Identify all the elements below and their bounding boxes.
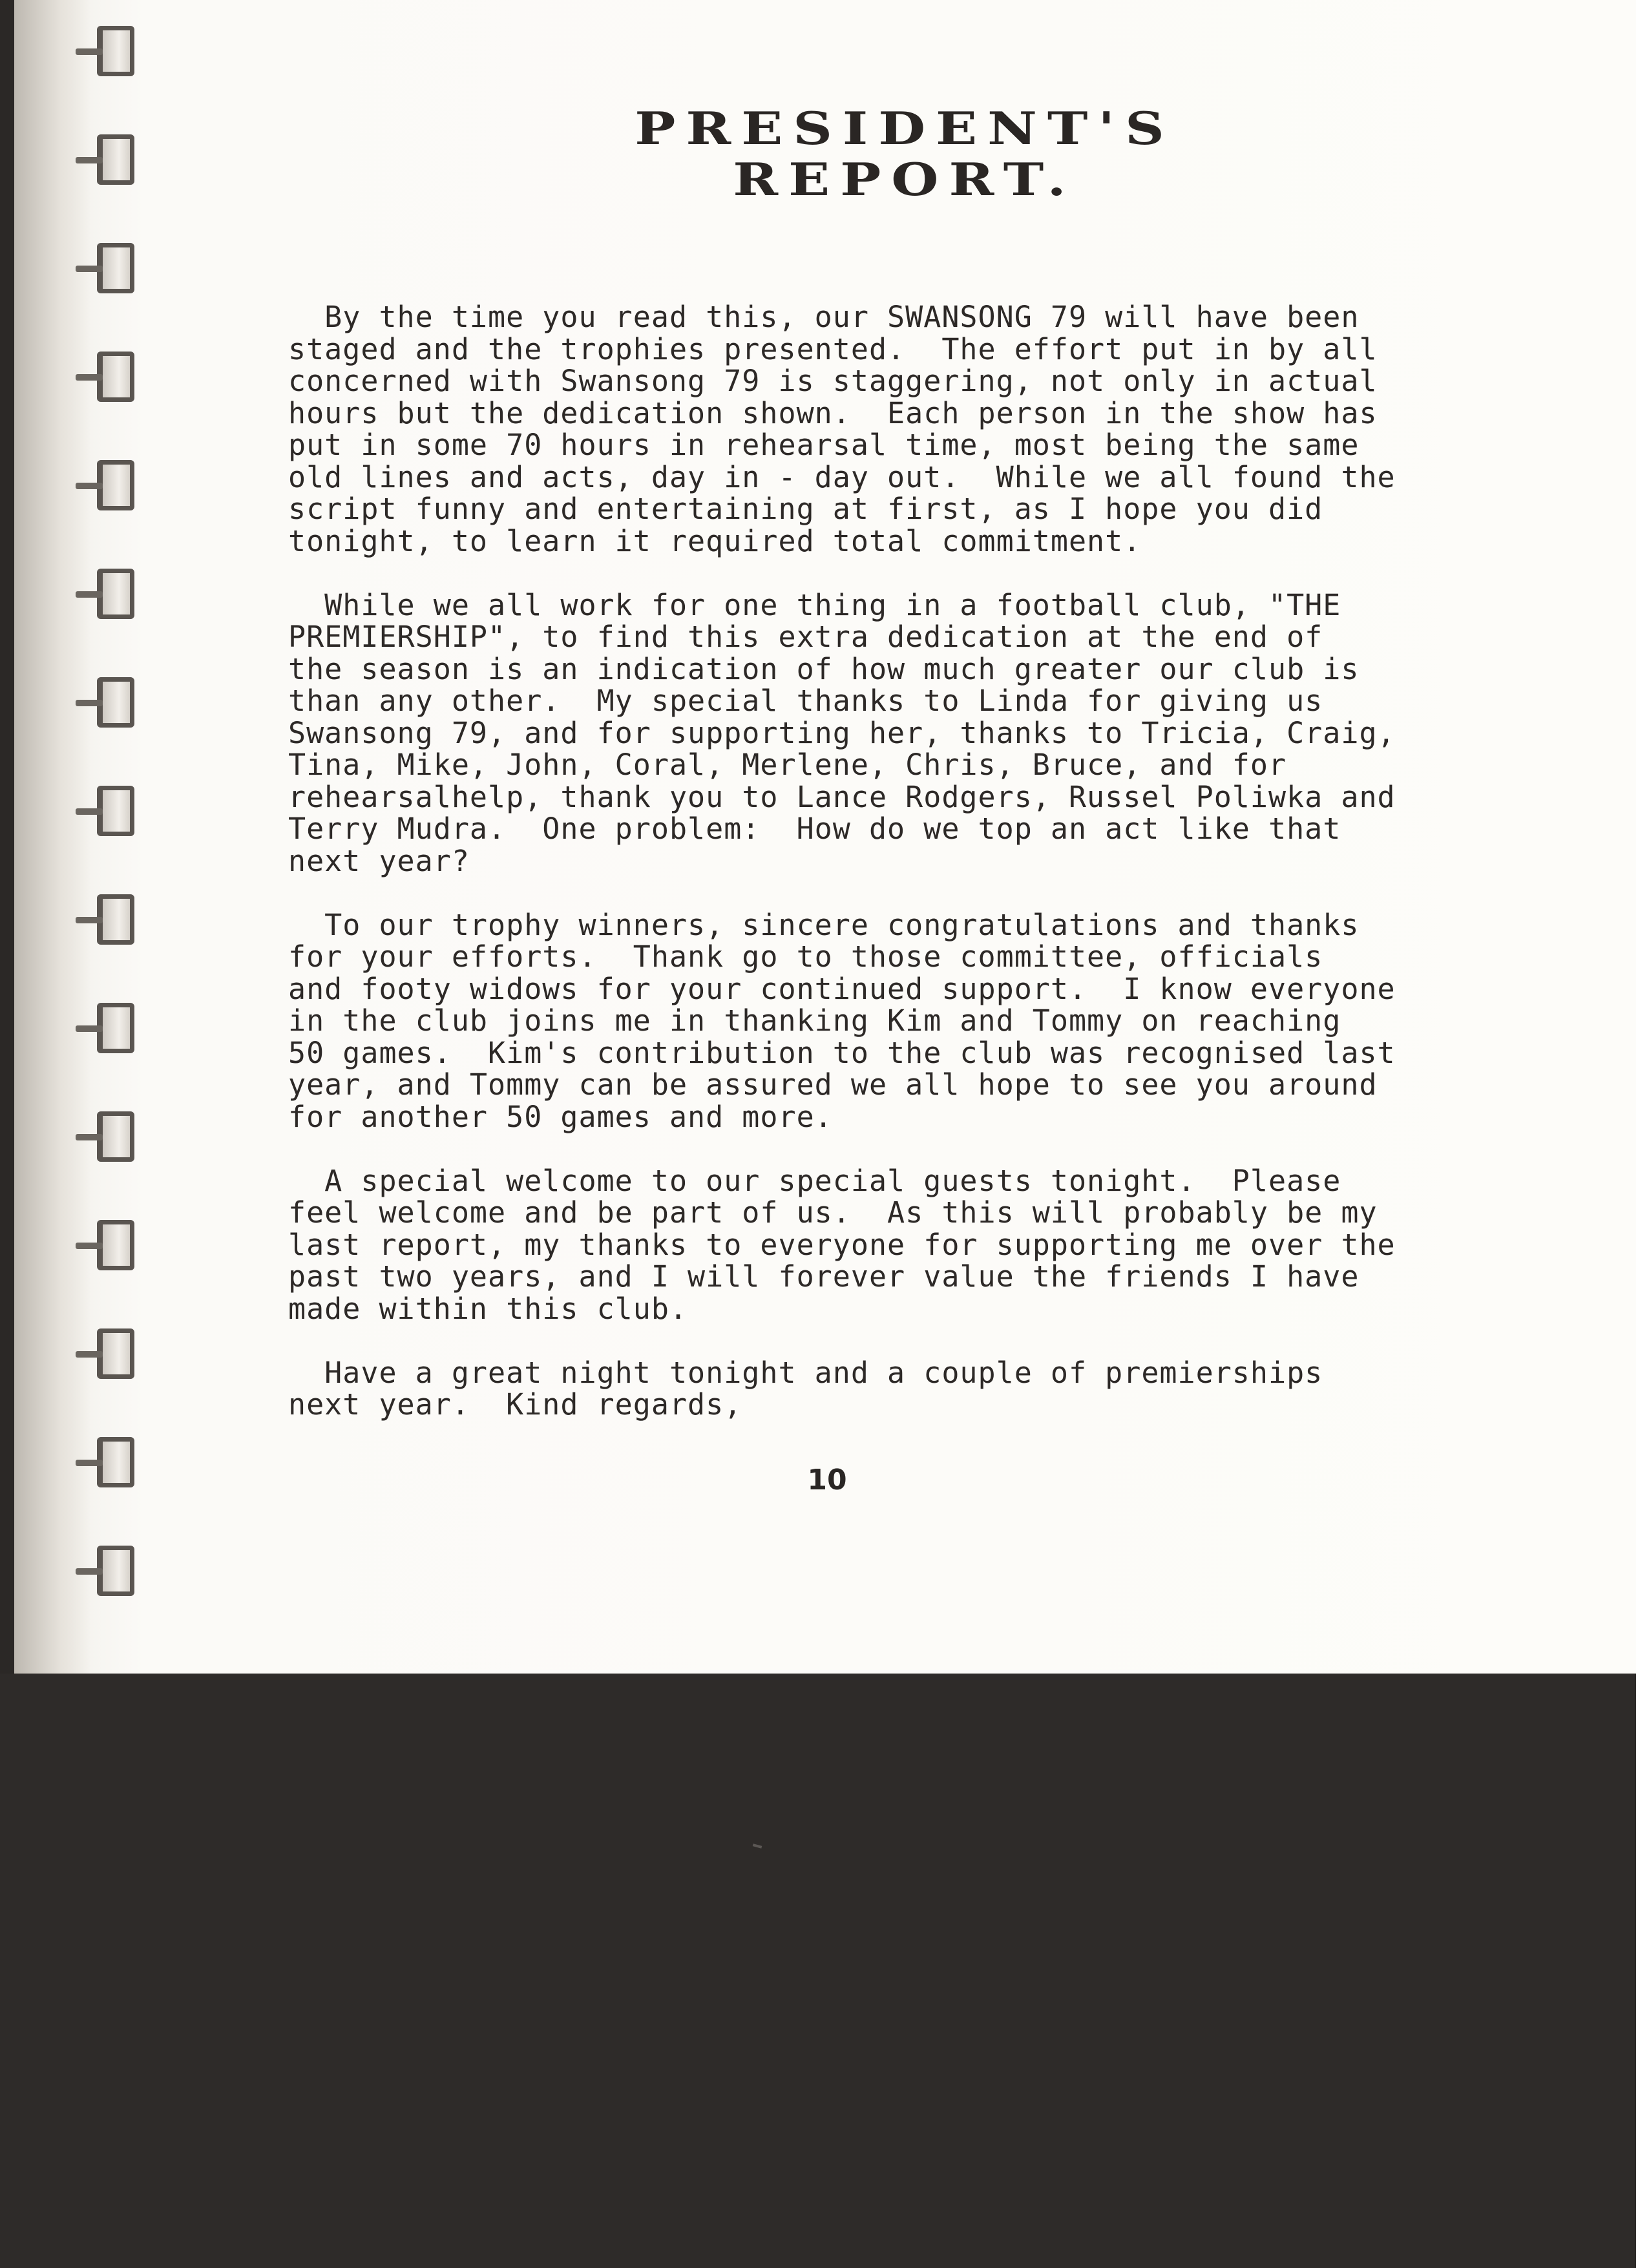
paragraph: Have a great night tonight and a couple of premierships next year. Kind regards, xyxy=(288,1355,1323,1422)
binding-ring-icon xyxy=(97,677,134,728)
binding-ring-icon xyxy=(97,1546,134,1596)
title-line-2: REPORT. xyxy=(733,153,1077,206)
binding-ring-icon xyxy=(97,243,134,293)
binding-ring-icon xyxy=(97,26,134,76)
binding-ring-icon xyxy=(97,786,134,836)
binding-ring-icon xyxy=(97,1328,134,1379)
binding-ring-icon xyxy=(97,1437,134,1487)
title-line-1: PRESIDENT'S xyxy=(635,102,1175,155)
binding-ring-icon xyxy=(97,894,134,945)
scanner-edge-right xyxy=(1636,0,1649,2268)
spiral-binding xyxy=(84,26,155,1680)
report-body xyxy=(288,301,1516,1453)
paragraph: A special welcome to our special guests tonight. Please feel welcome and be part of us. As this will probably be my last report, my thanks to everyone for supporting me over the past two years, and I will forever value the friends I have made within this club. xyxy=(288,1163,1396,1326)
paragraph: By the time you read this, our SWANSONG 79 will have been staged and the trophies presented. The effort put in by all concerned with Swansong 79 is staggering, not only in actual hours but the dedication shown. Each person in the show has put in some 70 hours in rehearsal time, most being the same old lines and acts, day in - day out. While we all found the script funny and entertaining at first, as I hope you did tonight, to learn it required total commitment. xyxy=(288,300,1396,558)
binding-ring-icon xyxy=(97,569,134,619)
page-title xyxy=(388,103,1422,205)
binding-ring-icon xyxy=(97,1220,134,1270)
binding-shadow xyxy=(14,0,92,1674)
paragraph: To our trophy winners, sincere congratulations and thanks for your efforts. Thank go to those committee, officials and footy widows for your continued support. I know everyone in the club joins me in thanking Kim and Tommy on reaching 50 games. Kim's contribution to the club was recognised last year, and Tommy can be assured we all hope to see you around for another 50 games and more. xyxy=(288,907,1396,1134)
binding-ring-icon xyxy=(97,1003,134,1053)
binding-ring-icon xyxy=(97,134,134,185)
page-number: 10 xyxy=(807,1464,847,1496)
binding-ring-icon xyxy=(97,1111,134,1162)
binding-ring-icon xyxy=(97,352,134,402)
scanner-background xyxy=(0,1674,1649,2268)
paragraph: While we all work for one thing in a football club, "THE PREMIERSHIP", to find this extra dedication at the end of the season is an indication of how much greater our club is than any other. My special thanks to Linda for giving us Swansong 79, and for supporting her, thanks to Tricia, Craig, Tina, Mike, John, Coral, Merlene, Chris, Bruce, and for rehearsalhelp, thank you to Lance Rodgers, Russel Poliwka and Terry Mudra. One problem: How do we top an act like that next year? xyxy=(288,587,1396,878)
binding-ring-icon xyxy=(97,460,134,510)
